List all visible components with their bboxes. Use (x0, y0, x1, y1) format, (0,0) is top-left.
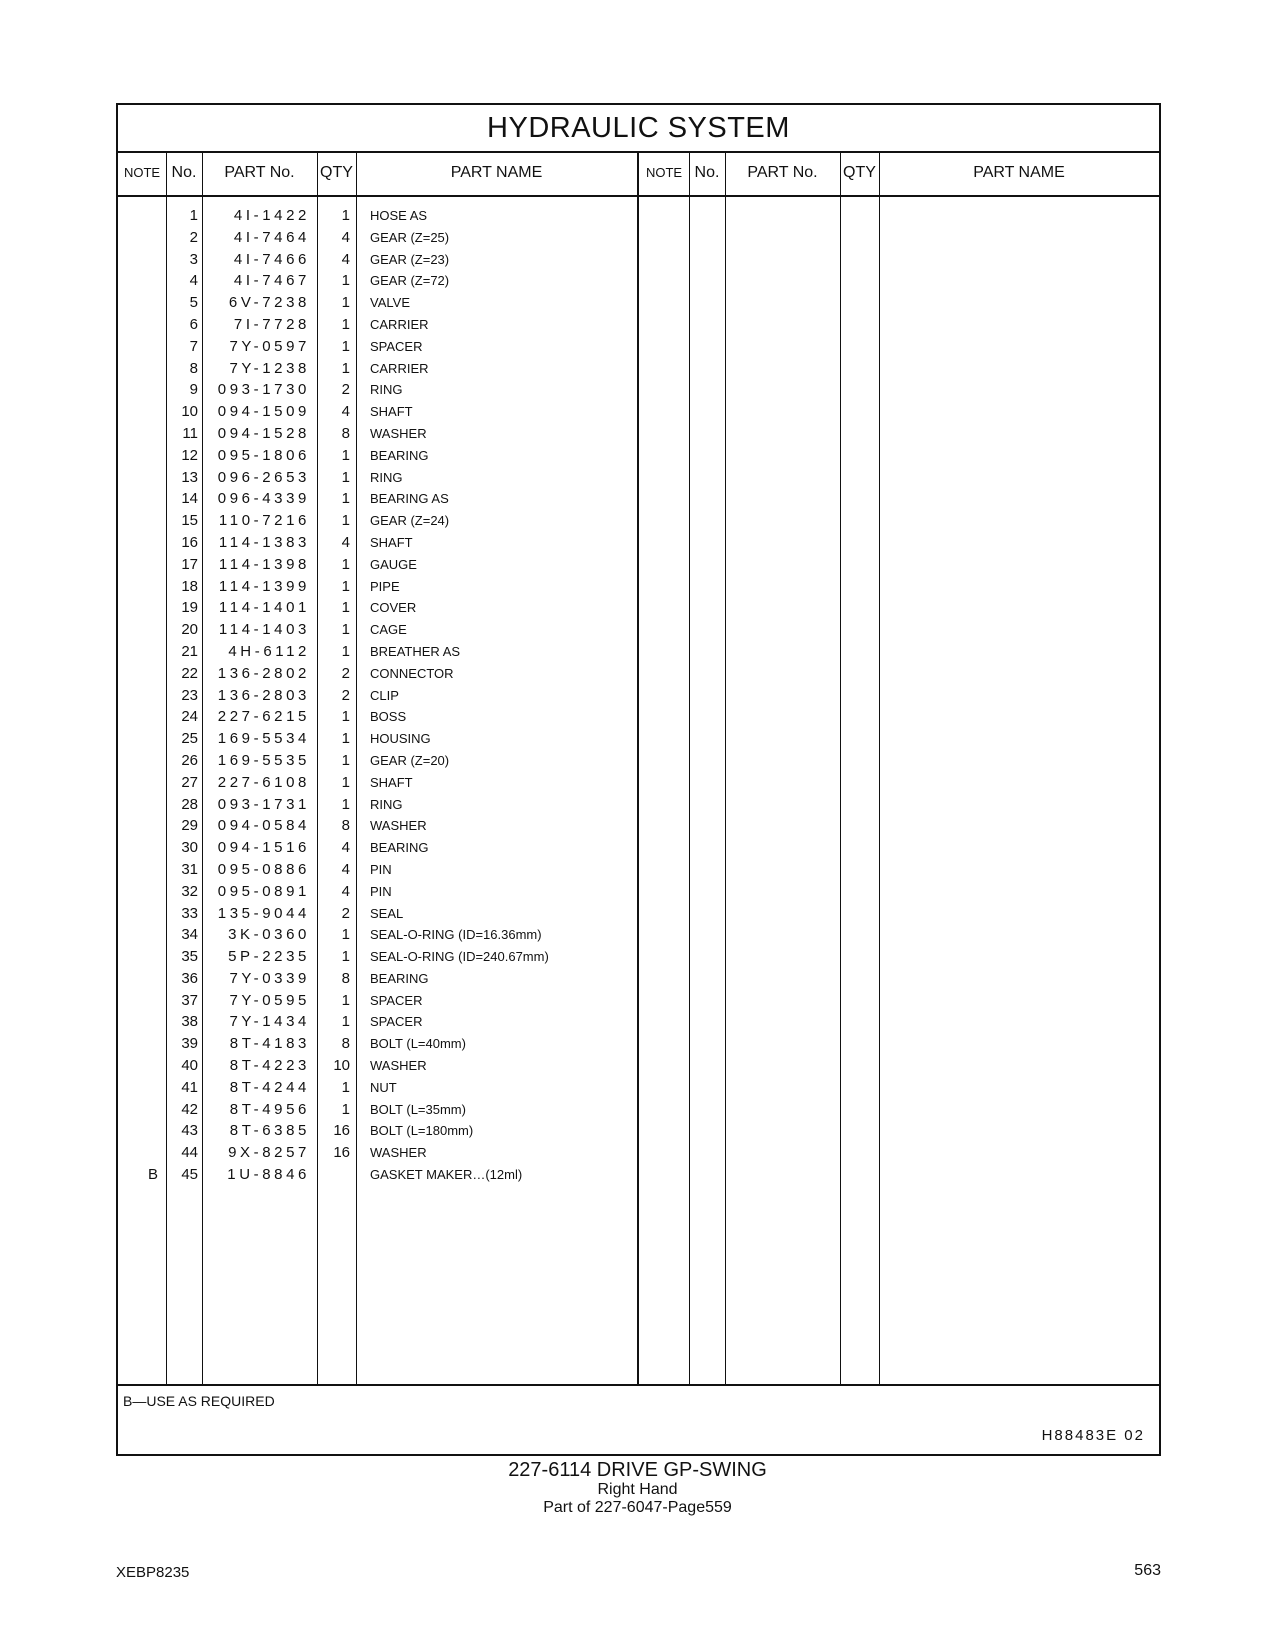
item-number: 32 (181, 882, 198, 900)
quantity: 1 (341, 1078, 350, 1096)
quantity: 1 (341, 555, 350, 573)
table-row (118, 227, 658, 249)
header-note-left: NOTE (123, 165, 161, 180)
item-number: 13 (181, 468, 198, 486)
table-row (118, 663, 658, 685)
quantity: 1 (341, 577, 350, 595)
quantity: 1 (341, 512, 350, 530)
table-row (118, 576, 658, 598)
header-qty-left: QTY (320, 164, 353, 181)
quantity: 2 (341, 381, 350, 399)
part-number: 136-2803 (217, 686, 310, 704)
section-title: HYDRAULIC SYSTEM (118, 105, 1159, 153)
part-number: 7Y-1238 (229, 359, 310, 377)
table-row (118, 379, 658, 401)
part-name: WASHER (370, 1145, 427, 1161)
part-name: PIN (370, 861, 392, 877)
quantity: 2 (341, 686, 350, 704)
table-row (118, 750, 658, 772)
part-number: 096-2653 (217, 468, 310, 486)
table-row (118, 314, 658, 336)
quantity: 1 (341, 621, 350, 639)
item-number: 27 (181, 773, 198, 791)
part-name: CARRIER (370, 360, 429, 376)
quantity: 4 (341, 250, 350, 268)
part-name: BOLT (L=180mm) (370, 1123, 474, 1139)
part-number: 114-1399 (218, 577, 310, 595)
quantity: 1 (341, 359, 350, 377)
part-number: 094-1528 (217, 424, 310, 442)
column-rule (879, 151, 880, 1384)
item-number: 9 (189, 381, 198, 399)
table-row (118, 881, 658, 903)
part-number: 7Y-0339 (229, 969, 310, 987)
part-name: BEARING (370, 840, 429, 856)
item-number: 38 (181, 1013, 198, 1031)
column-rule (725, 151, 726, 1384)
part-name: GEAR (Z=23) (370, 251, 450, 267)
part-number: 114-1398 (218, 555, 310, 573)
quantity: 1 (341, 468, 350, 486)
part-name: GEAR (Z=20) (370, 752, 450, 768)
part-number: 114-1401 (218, 599, 310, 617)
table-row (118, 772, 658, 794)
quantity: 4 (341, 533, 350, 551)
quantity: 1 (341, 1100, 350, 1118)
part-name: CONNECTOR (370, 665, 454, 681)
table-row (118, 946, 658, 968)
note-cell: B (147, 1166, 158, 1184)
quantity: 1 (341, 795, 350, 813)
part-number: 110-7216 (218, 512, 310, 530)
part-number: 095-1806 (217, 446, 310, 464)
table-row (118, 815, 658, 837)
quantity: 2 (341, 904, 350, 922)
part-number: 114-1403 (218, 621, 310, 639)
table-row (118, 706, 658, 728)
part-name: SPACER (370, 1014, 423, 1030)
item-number: 1 (189, 207, 198, 224)
item-number: 16 (181, 533, 198, 551)
table-row (118, 270, 658, 292)
item-number: 6 (189, 315, 198, 333)
quantity: 1 (341, 991, 350, 1009)
table-row (118, 924, 658, 946)
assembly-subtitle: Right Hand (597, 1481, 678, 1498)
part-number: 094-0584 (217, 817, 310, 835)
table-row (118, 445, 658, 467)
part-name: RING (370, 469, 403, 485)
header-part-name-left: PART NAME (450, 164, 543, 181)
part-name: COVER (370, 600, 417, 616)
part-name: BEARING (370, 970, 429, 986)
item-number: 7 (189, 337, 198, 355)
part-number: 7I-7728 (233, 315, 310, 333)
header-part-no-right: PART No. (747, 164, 818, 181)
table-row (118, 728, 658, 750)
quantity: 1 (341, 315, 350, 333)
part-name: SEAL-O-RING (ID=16.36mm) (370, 927, 542, 943)
quantity: 16 (333, 1122, 350, 1140)
assembly-title: 227-6114 DRIVE GP-SWING (508, 1459, 767, 1481)
quantity: 16 (333, 1144, 350, 1162)
part-name: GAUGE (370, 556, 417, 572)
item-number: 39 (181, 1035, 198, 1053)
part-number: 4H-6112 (228, 642, 310, 660)
table-row (118, 597, 658, 619)
part-name: SEAL (370, 905, 404, 921)
table-row (118, 292, 658, 314)
item-number: 11 (182, 424, 198, 442)
part-number: 8T-6385 (229, 1122, 310, 1140)
item-number: 2 (189, 228, 198, 246)
quantity: 10 (333, 1057, 350, 1075)
table-row (118, 619, 658, 641)
item-number: 15 (181, 512, 198, 530)
table-row (118, 249, 658, 271)
item-number: 42 (181, 1100, 198, 1118)
part-number: 093-1731 (217, 795, 310, 813)
part-name: CLIP (370, 687, 399, 703)
figure-code: H88483E 02 (1041, 1427, 1145, 1444)
header-qty-right: QTY (843, 164, 876, 181)
part-name: SHAFT (370, 534, 413, 550)
part-number: 9X-8257 (228, 1144, 310, 1162)
part-number: 7Y-0597 (229, 337, 310, 355)
part-number: 7Y-0595 (229, 991, 310, 1009)
quantity: 1 (341, 773, 350, 791)
part-number: 096-4339 (217, 490, 310, 508)
item-number: 23 (181, 686, 198, 704)
part-name: BEARING (370, 447, 429, 463)
part-number: 7Y-1434 (229, 1013, 310, 1031)
item-number: 19 (181, 599, 198, 617)
item-number: 5 (189, 294, 198, 312)
assembly-reference: Part of 227-6047-Page559 (543, 1499, 732, 1516)
table-row (118, 1011, 658, 1033)
page-number: 563 (1134, 1562, 1161, 1579)
part-name: BOLT (L=40mm) (370, 1036, 466, 1052)
item-number: 12 (181, 446, 198, 464)
item-number: 30 (181, 839, 198, 857)
quantity: 4 (341, 403, 350, 421)
table-row (118, 990, 658, 1012)
part-name: SEAL-O-RING (ID=240.67mm) (370, 949, 549, 965)
part-number: 1U-8846 (227, 1166, 310, 1184)
table-row (118, 1077, 658, 1099)
part-name: WASHER (370, 818, 427, 834)
quantity: 4 (341, 228, 350, 246)
header-note-right: NOTE (645, 165, 683, 180)
part-number: 095-0891 (217, 882, 310, 900)
part-name: WASHER (370, 425, 427, 441)
item-number: 26 (181, 751, 198, 769)
part-name: CAGE (370, 622, 407, 638)
part-name: SHAFT (370, 774, 413, 790)
part-number: 4I-7467 (233, 272, 310, 290)
table-row (118, 1164, 658, 1186)
quantity: 1 (341, 642, 350, 660)
quantity: 1 (341, 948, 350, 966)
part-number: 114-1383 (218, 533, 310, 551)
item-number: 14 (181, 490, 198, 508)
part-name: GEAR (Z=25) (370, 229, 450, 245)
item-number: 8 (189, 359, 198, 377)
part-number: 4I-7466 (233, 250, 310, 268)
table-row (118, 685, 658, 707)
item-number: 45 (181, 1166, 198, 1184)
part-name: SHAFT (370, 404, 413, 420)
part-number: 094-1509 (217, 403, 310, 421)
column-rule (840, 151, 841, 1384)
quantity: 8 (341, 424, 350, 442)
quantity: 8 (341, 817, 350, 835)
part-name: PIPE (370, 578, 400, 594)
quantity: 1 (341, 730, 350, 748)
item-number: 40 (181, 1057, 198, 1075)
part-name: BEARING AS (370, 491, 449, 507)
part-number: 8T-4956 (229, 1100, 310, 1118)
part-name: WASHER (370, 1058, 427, 1074)
item-number: 44 (181, 1144, 198, 1162)
table-row (118, 554, 658, 576)
part-name: SPACER (370, 338, 423, 354)
part-name: GEAR (Z=24) (370, 513, 450, 529)
table-row (118, 401, 658, 423)
item-number: 25 (181, 730, 198, 748)
item-number: 36 (181, 969, 198, 987)
table-row (118, 1099, 658, 1121)
table-row (118, 488, 658, 510)
column-rule (689, 151, 690, 1384)
part-name: RING (370, 796, 403, 812)
header-part-no-left: PART No. (224, 164, 295, 181)
item-number: 21 (181, 642, 198, 660)
table-row (118, 336, 658, 358)
part-number: 169-5535 (217, 751, 310, 769)
quantity: 1 (341, 708, 350, 726)
quantity: 8 (341, 969, 350, 987)
item-number: 10 (181, 403, 198, 421)
table-row (118, 903, 658, 925)
item-number: 20 (181, 621, 198, 639)
part-number: 136-2802 (217, 664, 310, 682)
document-code: XEBP8235 (116, 1564, 190, 1581)
part-number: 4I-7464 (233, 228, 310, 246)
part-name: VALVE (370, 295, 410, 311)
item-number: 35 (181, 948, 198, 966)
part-number: 8T-4183 (229, 1035, 310, 1053)
quantity: 8 (341, 1035, 350, 1053)
part-name: PIN (370, 883, 392, 899)
table-row (118, 467, 658, 489)
part-name: SPACER (370, 992, 423, 1008)
part-number: 135-9044 (217, 904, 310, 922)
table-row (118, 1055, 658, 1077)
part-number: 8T-4223 (229, 1057, 310, 1075)
item-number: 31 (181, 860, 198, 878)
item-number: 3 (189, 250, 198, 268)
quantity: 1 (341, 1013, 350, 1031)
part-number: 093-1730 (217, 381, 310, 399)
table-row (118, 837, 658, 859)
part-number: 169-5534 (217, 730, 310, 748)
table-row (118, 205, 658, 227)
item-number: 41 (181, 1078, 198, 1096)
quantity: 2 (341, 664, 350, 682)
parts-table-frame (116, 103, 1161, 1456)
quantity: 1 (341, 337, 350, 355)
item-number: 43 (181, 1122, 198, 1140)
table-row (118, 1120, 658, 1142)
quantity: 1 (341, 490, 350, 508)
header-part-name-right: PART NAME (973, 164, 1065, 181)
table-row (118, 532, 658, 554)
item-number: 28 (181, 795, 198, 813)
item-number: 17 (181, 555, 198, 573)
item-number: 22 (181, 664, 198, 682)
table-row (118, 968, 658, 990)
part-number: 4I-1422 (233, 207, 310, 224)
table-row (118, 1033, 658, 1055)
quantity: 1 (341, 207, 350, 224)
part-name: BOSS (370, 709, 407, 725)
part-name: CARRIER (370, 316, 429, 332)
part-number: 094-1516 (217, 839, 310, 857)
item-number: 33 (181, 904, 198, 922)
quantity: 1 (341, 926, 350, 944)
quantity: 4 (341, 860, 350, 878)
part-number: 5P-2235 (228, 948, 310, 966)
footer-divider (118, 1384, 1159, 1386)
item-number: 24 (181, 708, 198, 726)
header-no-left: No. (171, 164, 197, 181)
part-name: BREATHER AS (370, 643, 461, 659)
quantity: 4 (341, 882, 350, 900)
item-number: 18 (181, 577, 198, 595)
quantity: 1 (341, 599, 350, 617)
quantity: 1 (341, 272, 350, 290)
table-row (118, 358, 658, 380)
part-name: RING (370, 382, 403, 398)
part-name: GEAR (Z=72) (370, 273, 450, 289)
item-number: 34 (181, 926, 198, 944)
part-name: GASKET MAKER…(12ml) (370, 1167, 523, 1183)
part-number: 6V-7238 (228, 294, 310, 312)
quantity: 1 (341, 294, 350, 312)
part-name: NUT (370, 1079, 397, 1095)
table-row (118, 794, 658, 816)
part-name: HOUSING (370, 731, 431, 747)
quantity: 1 (341, 446, 350, 464)
part-number: 095-0886 (217, 860, 310, 878)
table-row (118, 641, 658, 663)
table-row (118, 423, 658, 445)
table-row (118, 1142, 658, 1164)
item-number: 4 (189, 272, 198, 290)
table-row (118, 510, 658, 532)
part-name: HOSE AS (370, 208, 428, 223)
part-name: BOLT (L=35mm) (370, 1101, 466, 1117)
footnote: B—USE AS REQUIRED (123, 1393, 275, 1409)
part-number: 3K-0360 (228, 926, 310, 944)
header-no-right: No. (694, 164, 720, 181)
item-number: 37 (181, 991, 198, 1009)
quantity: 1 (341, 751, 350, 769)
item-number: 29 (181, 817, 198, 835)
part-number: 227-6215 (217, 708, 310, 726)
part-number: 8T-4244 (229, 1078, 310, 1096)
quantity: 4 (341, 839, 350, 857)
part-number: 227-6108 (217, 773, 310, 791)
table-row (118, 859, 658, 881)
parts-list (118, 205, 658, 1186)
